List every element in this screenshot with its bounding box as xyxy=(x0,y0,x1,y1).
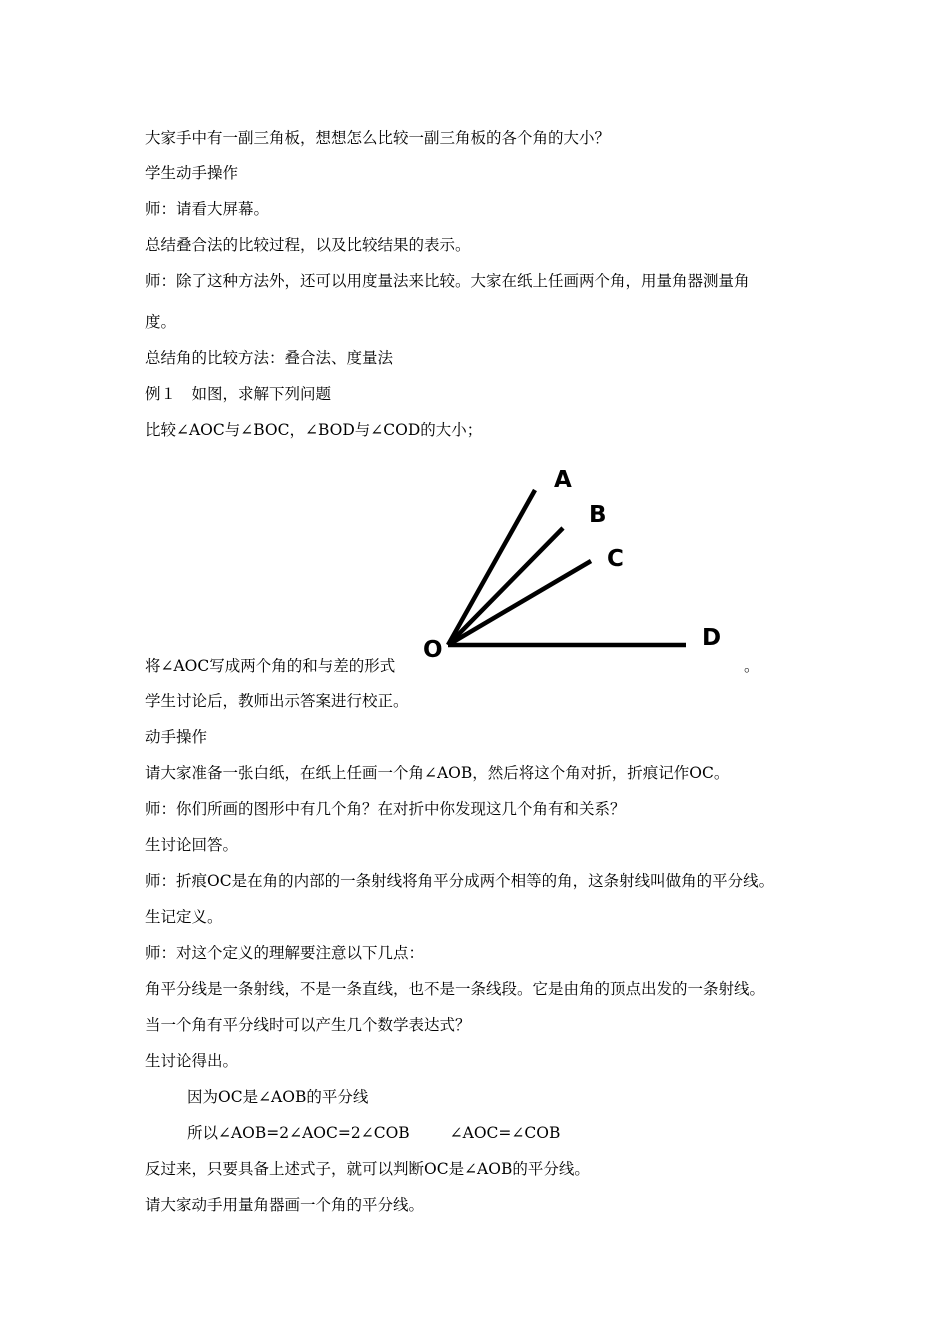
paragraph: 生讨论得出。 xyxy=(145,1052,239,1070)
label-o: O xyxy=(423,637,443,663)
paragraph: 学生动手操作 xyxy=(145,164,239,182)
paragraph: 动手操作 xyxy=(145,728,208,746)
paragraph: 师：除了这种方法外，还可以用度量法来比较。大家在纸上任画两个角，用量角器测量角 xyxy=(145,272,750,290)
paragraph: 将∠AOC写成两个角的和与差的形式 xyxy=(145,657,396,675)
paragraph: 当一个角有平分线时可以产生几个数学表达式？ xyxy=(145,1016,471,1034)
paragraph: 角平分线是一条射线，不是一条直线，也不是一条线段。它是由角的顶点出发的一条射线。 xyxy=(145,980,766,998)
paragraph: 师：对这个定义的理解要注意以下几点： xyxy=(145,944,425,962)
paragraph: 总结叠合法的比较过程，以及比较结果的表示。 xyxy=(145,236,471,254)
paragraph-continuation: 度。 xyxy=(145,313,177,331)
angle-figure xyxy=(418,458,738,666)
formula-part: 所以∠AOB=2∠AOC=2∠COB xyxy=(187,1124,410,1142)
label-b: B xyxy=(589,502,607,528)
label-d: D xyxy=(702,625,722,651)
sentence-period: 。 xyxy=(744,657,760,675)
example-heading: 例１ 如图，求解下列问题 xyxy=(145,385,332,403)
paragraph: 比较∠AOC与∠BOC，∠BOD与∠COD的大小； xyxy=(145,421,483,439)
label-a: A xyxy=(554,467,572,493)
formula-line: 因为OC是∠AOB的平分线 xyxy=(187,1088,369,1106)
paragraph: 生讨论回答。 xyxy=(145,836,239,854)
paragraph: 请大家动手用量角器画一个角的平分线。 xyxy=(145,1196,425,1214)
paragraph: 学生讨论后，教师出示答案进行校正。 xyxy=(145,692,409,710)
paragraph: 师：折痕OC是在角的内部的一条射线将角平分成两个相等的角，这条射线叫做角的平分线。 xyxy=(145,872,775,890)
paragraph: 大家手中有一副三角板，想想怎么比较一副三角板的各个角的大小？ xyxy=(145,129,611,147)
paragraph: 请大家准备一张白纸，在纸上任画一个角∠AOB，然后将这个角对折，折痕记作OC。 xyxy=(145,764,730,782)
paragraph: 师：你们所画的图形中有几个角？在对折中你发现这几个角有和关系？ xyxy=(145,800,626,818)
paragraph: 总结角的比较方法：叠合法、度量法 xyxy=(145,349,394,367)
formula-line xyxy=(187,1123,560,1143)
paragraph: 师：请看大屏幕。 xyxy=(145,200,270,218)
formula-part: ∠AOC=∠COB xyxy=(449,1124,561,1142)
label-c: C xyxy=(607,546,624,572)
paragraph: 反过来，只要具备上述式子，就可以判断OC是∠AOB的平分线。 xyxy=(145,1160,590,1178)
paragraph: 生记定义。 xyxy=(145,908,223,926)
